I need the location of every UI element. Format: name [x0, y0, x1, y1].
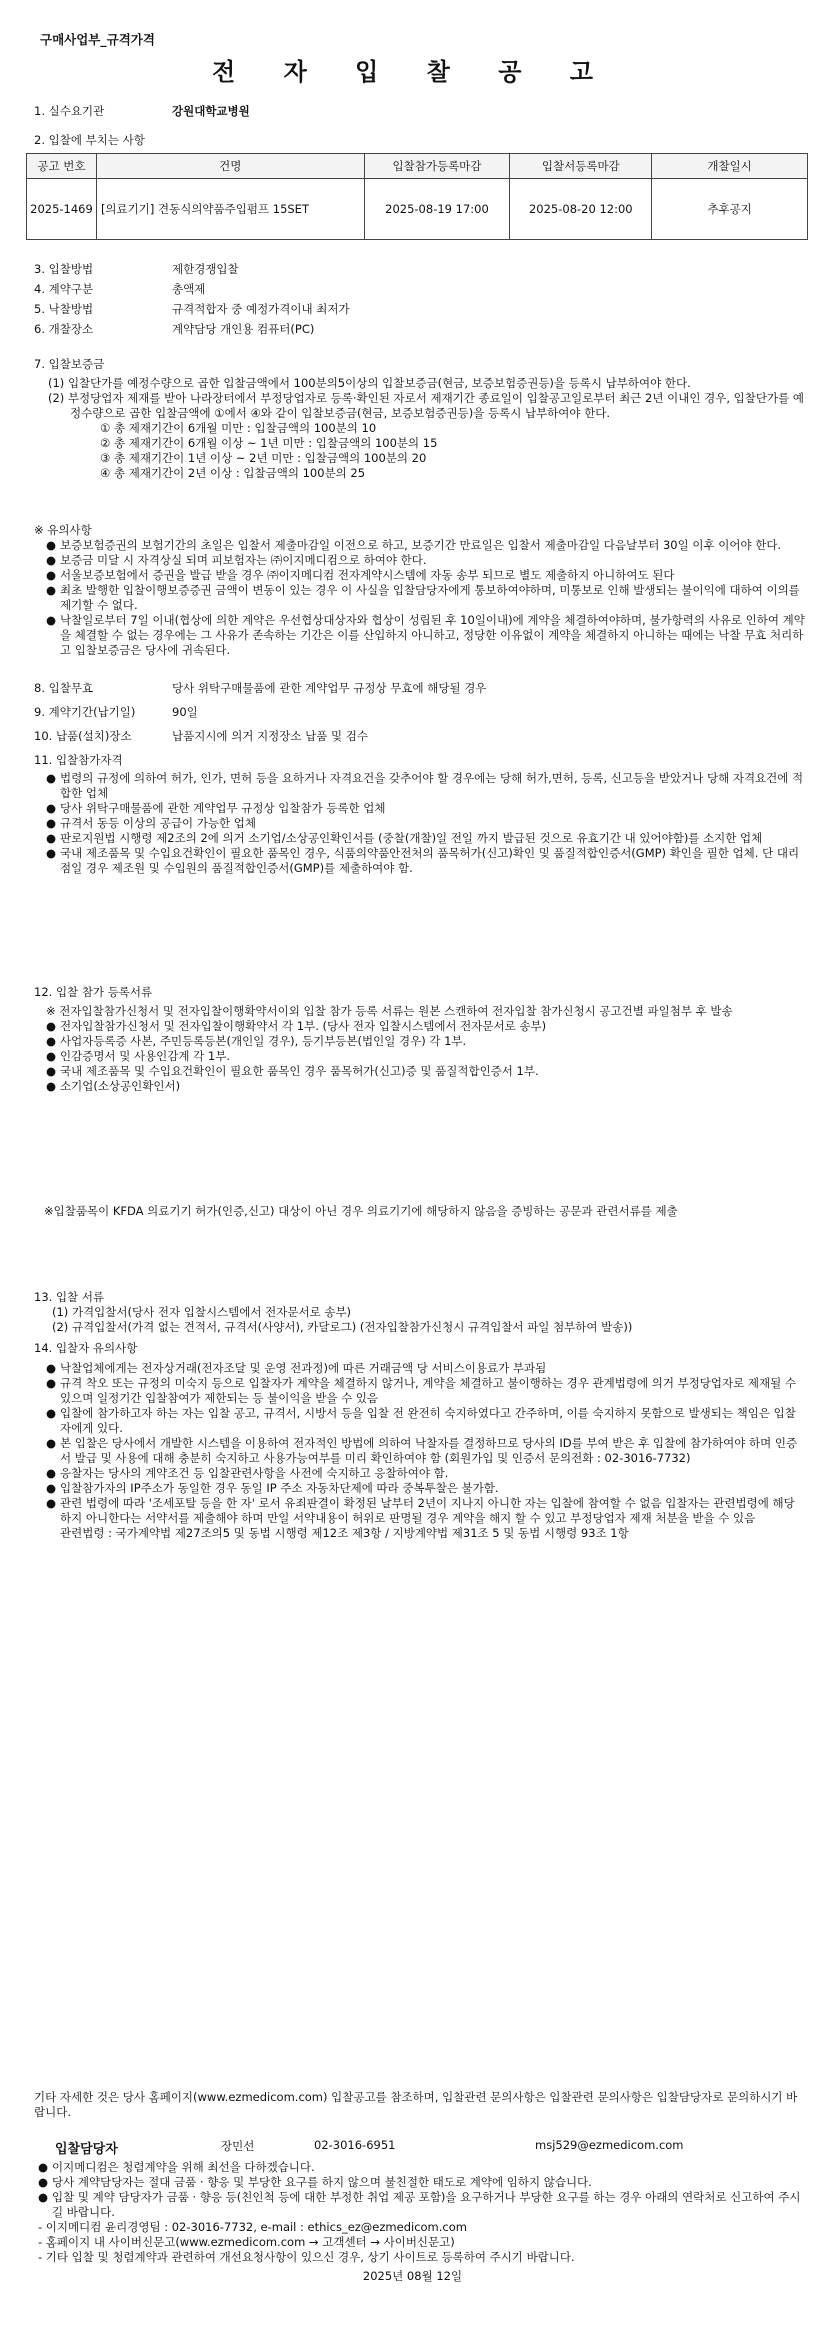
list-item: ● 사업자등록증 사본, 주민등록등본(개인일 경우), 등기부등본(법인일 경우) 각 1부. — [46, 1034, 467, 1048]
list-item: ● 국내 제조품목 및 수입요건확인이 필요한 품목인 경우, 식품의약품안전처의 품목허가(신고)확인 및 품질적합인증서(GMP) 확인을 필한 업체. 단 대리점일 경우 제조원 및 수입원의 품질적합인증서(GMP)를 제출하여야 함. — [46, 846, 800, 875]
table-row — [27, 179, 808, 240]
bond-item: ③ 총 제재기간이 1년 이상 ~ 2년 미만 : 입찰금액의 100분의 20 — [100, 451, 427, 465]
bullet-icon: ● — [38, 2175, 49, 2189]
bullet-icon: ● — [38, 2160, 49, 2174]
section-label: 11. 입찰참가자격 — [34, 753, 123, 767]
registration-note: ※ 전자입찰참가신청서 및 전자입찰이행확약서이외 입찰 참가 등록 서류는 원본 스캔하여 전자입찰 참가신청시 공고건별 파일첨부 후 발송 — [46, 1004, 733, 1018]
header-reg-deadline: 입찰참가등록마감 — [364, 154, 510, 179]
info-key: 6. 개찰장소 — [34, 322, 94, 336]
bullet-icon: ● — [46, 1481, 57, 1495]
bullet-icon: ● — [46, 583, 57, 597]
list-item: ● 입찰참가자의 IP주소가 동일한 경우 동일 IP 주소 자동차단제에 따라 중복투찰은 불가함. — [46, 1481, 499, 1495]
kfda-note: ※입찰품목이 KFDA 의료기기 허가(인증,신고) 대상이 아닌 경우 의료기기에 해당하지 않음을 증빙하는 공문과 관련서류를 제출 — [44, 1204, 678, 1218]
section-bid-items-label: 2. 입찰에 부치는 사항 — [34, 133, 145, 147]
cell-item-name: [의료기기] 견동식의약품주입펌프 15SET — [96, 179, 364, 240]
section-label: 12. 입찰 참가 등록서류 — [34, 985, 153, 999]
list-item: ● 보증보험증권의 보험기간의 초일은 입찰서 제출마감일 이전으로 하고, 보증기간 만료일은 입찰서 제출마감일 다음날부터 30일 이후 이어야 한다. — [46, 538, 782, 552]
cell-open-date: 추후공지 — [652, 179, 808, 240]
list-item: ● 소기업(소상공인확인서) — [46, 1079, 181, 1093]
list-item: ● 법령의 규정에 의하여 허가, 인가, 면허 등을 요하거나 자격요건을 갖추어야 할 경우에는 당해 허가,면허, 등록, 신고등을 받았거나 당해 자격요건에 적합한 업체 — [46, 771, 804, 800]
list-item: ● 규격서 동등 이상의 공급이 가능한 업체 — [46, 816, 257, 830]
report-contact: - 기타 입찰 및 청렴계약과 관련하여 개선요청사항이 있으신 경우, 상기 사이트로 등록하여 주시기 바랍니다. — [38, 2250, 575, 2264]
section-notes — [34, 523, 805, 658]
bullet-icon: ● — [38, 2190, 49, 2204]
list-item: (2) 규격입찰서(가격 없는 견적서, 규격서(사양서), 카달로그) (전자입찰참가신청시 규격입찰서 파일 첨부하여 발송)) — [52, 1320, 633, 1334]
info-value: 총액제 — [172, 282, 206, 296]
related-law: 관련법령 : 국가계약법 제27조의5 및 동법 시행령 제12조 제3항 / 지방계약법 제31조 5 및 동법 시행령 93조 1항 — [60, 1526, 629, 1540]
contact-name: 장민선 — [221, 2139, 255, 2153]
list-item: ● 서울보증보험에서 증권을 발급 받을 경우 ㈜이지메디컴 전자계약시스템에 자동 송부 되므로 별도 제출하지 아니하여도 된다 — [46, 568, 675, 582]
bullet-icon: ● — [46, 801, 57, 815]
notes-label: ※ 유의사항 — [34, 523, 92, 537]
section-delivery-place — [34, 729, 805, 744]
section-registration-docs — [34, 985, 805, 1094]
bullet-icon: ● — [46, 1436, 57, 1450]
bullet-icon: ● — [46, 538, 57, 552]
cell-bid-deadline: 2025-08-20 12:00 — [510, 179, 652, 240]
bullet-icon: ● — [46, 1034, 57, 1048]
report-contact: - 이지메디컴 윤리경영팀 : 02-3016-7732, e-mail : ethics_ez@ezmedicom.com — [38, 2220, 467, 2234]
bond-item: ② 총 제재기간이 6개월 이상 ~ 1년 미만 : 입찰금액의 100분의 15 — [100, 436, 438, 450]
info-row — [34, 282, 805, 297]
bond-item: ④ 총 제재기간이 2년 이상 : 입찰금액의 100분의 25 — [100, 466, 366, 480]
list-item: ● 전자입찰참가신청서 및 전자입찰이행확약서 각 1부. (당사 전자 입찰시스템에서 전자문서로 송부) — [46, 1019, 547, 1033]
bullet-icon: ● — [46, 1019, 57, 1033]
list-item: ● 판로지원법 시행령 제2조의 2에 의거 소기업/소상공인확인서를 (중찰(개찰)일 전일 까지 발급된 것으로 유효기간 내 있어야함)를 소지한 업체 — [46, 831, 763, 845]
list-item: ● 보증금 미달 시 자격상실 되며 피보험자는 ㈜이지메디컴으로 하여야 한다. — [46, 553, 427, 567]
bullet-icon: ● — [46, 1406, 57, 1420]
list-item: ● 입찰에 참가하고자 하는 자는 입찰 공고, 규격서, 시방서 등을 입찰 전 완전히 숙지하였다고 간주하며, 이를 숙지하지 못함으로 발생되는 책임은 입찰자에게 있다. — [46, 1406, 796, 1435]
header-item-name: 건명 — [96, 154, 364, 179]
list-item: ● 이지메디컴은 청렴계약을 위해 최선을 다하겠습니다. — [38, 2160, 315, 2174]
info-key: 8. 입찰무효 — [34, 681, 94, 695]
bullet-icon: ● — [46, 613, 57, 627]
agency-name: 강원대학교병원 — [172, 104, 250, 118]
bullet-icon: ● — [46, 1049, 57, 1063]
section-qualification — [34, 753, 805, 876]
info-value: 제한경쟁입찰 — [172, 262, 239, 276]
list-item: ● 당사 계약담당자는 절대 금품 · 향응 및 부당한 요구를 하지 않으며 불친절한 태도로 계약에 임하지 않습니다. — [38, 2175, 592, 2189]
list-item: ● 입찰 및 계약 담당자가 금품 · 향응 등(친인척 등에 대한 부정한 취업 제공 포함)을 요구하거나 부당한 요구를 하는 경우 아래의 연락처로 신고하여 주시길 바랍니다. — [38, 2190, 801, 2219]
section-label: 13. 입찰 서류 — [34, 1290, 105, 1304]
header-bid-deadline: 입찰서등록마감 — [510, 154, 652, 179]
list-item: ● 국내 제조품목 및 수입요건확인이 필요한 품목인 경우 품목허가(신고)증 및 품질적합인증서 1부. — [46, 1064, 539, 1078]
list-item: ● 관련 법령에 따라 '조세포탈 등을 한 자' 로서 유죄판결이 확정된 날부터 2년이 지나지 아니한 자는 입찰에 참여할 수 없음 입찰자는 관련법령에 해당하지 아니한다는 서약서를 제출해야 하며 만일 서약내용이 허위로 판명될 경우 계약을 해지 할 수 있고 부정당업자 제재 처분을 받을 수 있음 — [46, 1496, 795, 1525]
section-invalid-bid — [34, 681, 805, 696]
bullet-icon: ● — [46, 1064, 57, 1078]
section-label: 14. 입찰자 유의사항 — [34, 1341, 138, 1355]
bullet-icon: ● — [46, 831, 57, 845]
info-key: 5. 낙찰방법 — [34, 302, 94, 316]
bullet-icon: ● — [46, 1496, 57, 1510]
section-contract-period — [34, 705, 805, 720]
list-item: ● 낙찰일로부터 7일 이내(협상에 의한 계약은 우선협상대상자와 협상이 성립된 후 10일이내)에 계약을 체결하여야하며, 불가항력의 사유로 인하여 계약을 체결할 수 없는 경우에는 그 사유가 존속하는 기간은 이를 산입하지 아니하고, 정당한 이유없이 계약을 체결하지 아니하는 때에는 낙찰 무효 처리하고 입찰보증금은 당사에 귀속된다. — [46, 613, 805, 657]
section-bid-bond — [34, 357, 805, 481]
contact-phone: 02-3016-6951 — [314, 2138, 396, 2152]
section-label: 1. 실수요기관 — [34, 104, 105, 118]
contact-email[interactable]: msj529@ezmedicom.com — [535, 2138, 684, 2152]
list-item: ● 응찰자는 당사의 계약조건 등 입찰관련사항을 사전에 숙지하고 응찰하여야 함. — [46, 1466, 449, 1480]
info-row — [34, 302, 805, 317]
info-key: 9. 계약기간(납기일) — [34, 705, 136, 719]
bond-paragraph-1: (1) 입찰단가를 예정수량으로 곱한 입찰금액에서 100분의5이상의 입찰보증금(현금, 보증보험증권등)을 등록시 납부하여야 한다. — [48, 376, 691, 390]
page-title: 전 자 입 찰 공 고 — [212, 58, 613, 86]
info-key: 10. 납품(설치)장소 — [34, 729, 132, 743]
bullet-icon: ● — [46, 1079, 57, 1093]
bullet-icon: ● — [46, 1361, 57, 1375]
bullet-icon: ● — [46, 568, 57, 582]
header-notice-no: 공고 번호 — [27, 154, 97, 179]
cell-reg-deadline: 2025-08-19 17:00 — [364, 179, 510, 240]
cell-notice-no: 2025-1469 — [27, 179, 97, 240]
section-bidder-notes — [34, 1341, 805, 1541]
bid-table — [26, 153, 808, 240]
list-item: ● 최초 발행한 입찰이행보증증권 금액이 변동이 있는 경우 이 사실을 입찰담당자에게 통보하여야하며, 미통보로 인해 발생되는 불이익에 대하여 이의를 제기할 수 없다. — [46, 583, 800, 612]
contact-label: 입찰담당자 — [55, 2142, 118, 2157]
info-value: 90일 — [172, 705, 198, 719]
bullet-icon: ● — [46, 816, 57, 830]
section-bid-info — [34, 262, 805, 337]
bullet-icon: ● — [46, 846, 57, 860]
info-key: 4. 계약구분 — [34, 282, 94, 296]
bond-paragraph-2: (2) 부정당업자 제재를 받아 나라장터에서 부정당업자로 등록·확인된 자로서 제재기간 종료일이 입찰공고일로부터 최근 2년 이내인 경우, 입찰단가를 예정수량으로 곱한 입찰금액에 ①에서 ④와 같이 입찰보증금(현금, 보증보험증권등)을 등록시 납부하여야 한다. — [48, 391, 804, 420]
info-value: 규격적합자 중 예정가격이내 최저가 — [172, 302, 350, 316]
bullet-icon: ● — [46, 1466, 57, 1480]
bullet-icon: ● — [46, 1376, 57, 1390]
table-header-row — [27, 154, 808, 179]
bond-item: ① 총 제재기간이 6개월 미만 : 입찰금액의 100분의 10 — [100, 421, 377, 435]
footer-intro: 기타 자세한 것은 당사 홈페이지(www.ezmedicom.com) 입찰공고를 참조하며, 입찰관련 문의사항은 입찰관련 문의사항은 입찰담당자로 문의하시기 바랍니다. — [34, 2090, 798, 2119]
section-demand-agency — [34, 104, 805, 119]
list-item: (1) 가격입찰서(당사 전자 입찰시스템에서 전자문서로 송부) — [52, 1305, 352, 1319]
info-key: 3. 입찰방법 — [34, 262, 94, 276]
info-row — [34, 322, 805, 337]
info-value: 납품지시에 의거 지정장소 납품 및 검수 — [172, 729, 369, 743]
list-item: ● 본 입찰은 당사에서 개발한 시스템을 이용하여 전자적인 방법에 의하여 낙찰자를 결정하므로 당사의 ID를 부여 받은 후 입찰에 참가하여야 하며 인증서 발급 및 사용에 대해 충분히 숙지하고 사용가능여부를 미리 확인하여야 함 (회원가입 및 인증서 문의전화 : 02-3016-7732) — [46, 1436, 798, 1465]
section-bid-documents — [34, 1290, 805, 1335]
info-value: 계약담당 개인용 컴퓨터(PC) — [172, 322, 315, 336]
notice-date: 2025년 08월 12일 — [362, 2269, 463, 2283]
list-item: ● 당사 위탁구매물품에 관한 계약업무 규정상 입찰참가 등록한 업체 — [46, 801, 386, 815]
header-open-date: 개찰일시 — [652, 154, 808, 179]
list-item: ● 낙찰업체에게는 전자상거래(전자조달 및 운영 전과정)에 따른 거래금액 당 서비스이용료가 부과됨 — [46, 1361, 547, 1375]
section-label: 7. 입찰보증금 — [34, 357, 105, 371]
list-item: ● 규격 착오 또는 규정의 미숙지 등으로 입찰자가 계약을 체결하지 않거나, 계약을 체결하고 불이행하는 경우 관계법령에 의거 부정당업자로 제재될 수 있으며 일정기간 입찰참여가 제한되는 등 불이익을 받을 수 있음 — [46, 1376, 796, 1405]
bullet-icon: ● — [46, 771, 57, 785]
list-item: ● 인감증명서 및 사용인감계 각 1부. — [46, 1049, 231, 1063]
report-contact: - 홈페이지 내 사이버신문고(www.ezmedicom.com → 고객센터 → 사이버신문고) — [38, 2235, 455, 2249]
bullet-icon: ● — [46, 553, 57, 567]
info-value: 당사 위탁구매물품에 관한 계약업무 규정상 무효에 해당될 경우 — [172, 681, 487, 695]
footer-ethics — [34, 2160, 805, 2265]
info-row — [34, 262, 805, 277]
department-label: 구매사업부_규격가격 — [40, 32, 155, 47]
